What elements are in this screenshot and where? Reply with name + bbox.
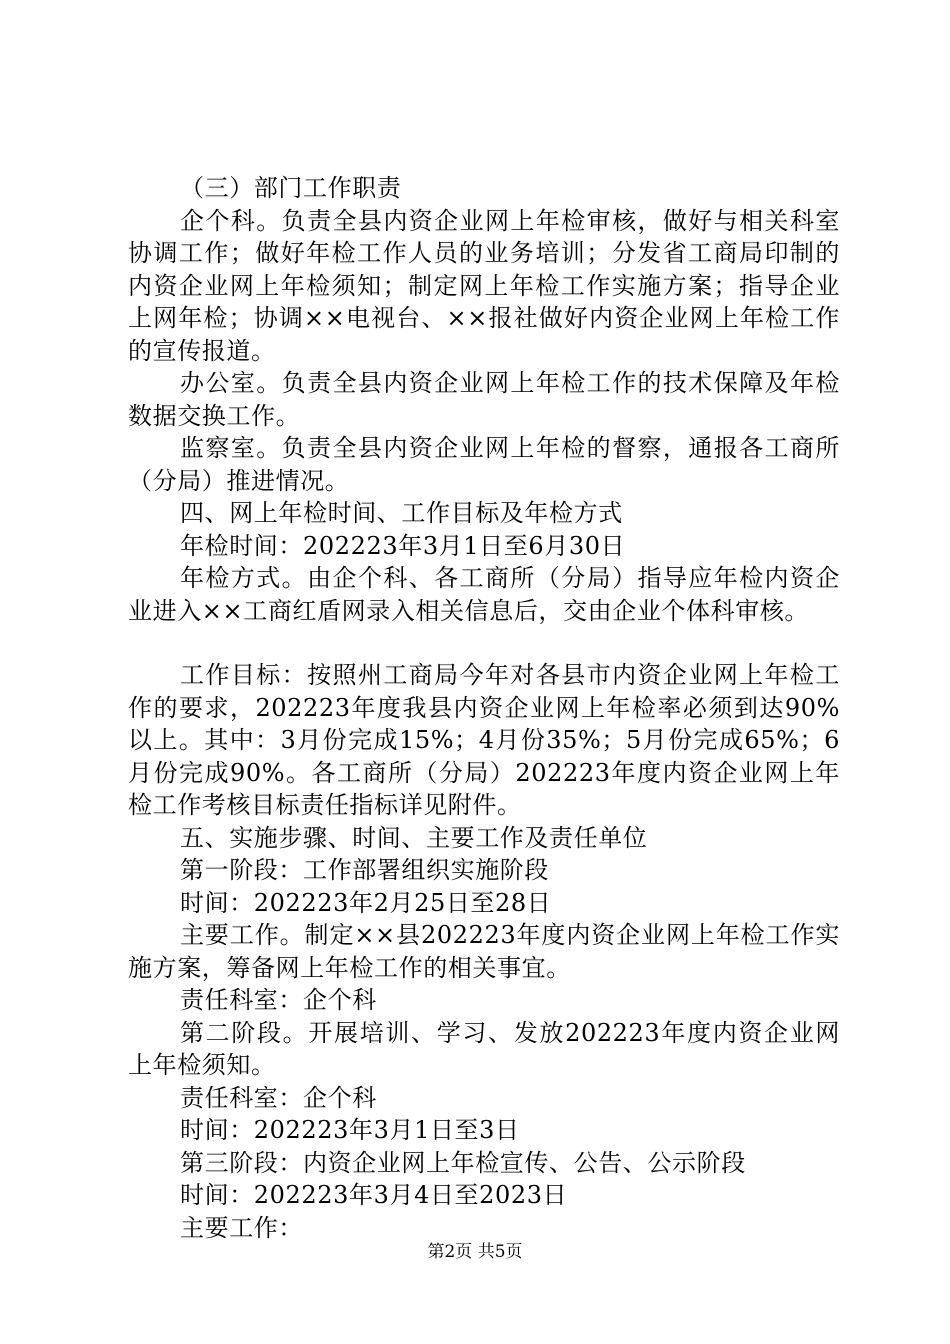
paragraph-stage-two-time: 时间：202223年3月1日至3日: [180, 1116, 520, 1144]
paragraph-stage-three: 第三阶段：内资企业网上年检宣传、公告、公示阶段: [180, 1148, 746, 1177]
paragraph-stage-two: 第二阶段。开展培训、学习、发放202223年度内资企业网上年检须知。: [128, 1018, 840, 1079]
paragraph-stage-three-time: 时间：202223年3月4日至2023日: [180, 1181, 568, 1209]
paragraph-inspection-method: 年检方式。由企个科、各工商所（分局）指导应年检内资企业进入××工商红盾网录入相关信息后，交由企业个体科审核。: [128, 564, 840, 625]
paragraph-stage-two-responsible: 责任科室：企个科: [180, 1083, 377, 1112]
paragraph-stage-one: 第一阶段：工作部署组织实施阶段: [180, 856, 549, 884]
paragraph-stage-three-work: 主要工作：: [180, 1213, 303, 1242]
paragraph-stage-one-work: 主要工作。制定××县202223年度内资企业网上年检工作实施方案，筹备网上年检工作的相关事宜。: [128, 921, 840, 982]
section-heading-time-goals-method: 四、网上年检时间、工作目标及年检方式: [180, 499, 623, 527]
paragraph-supervision-duties: 监察室。负责全县内资企业网上年检的督察，通报各工商所（分局）推进情况。: [128, 434, 840, 495]
paragraph-qigeke-duties: 企个科。负责全县内资企业网上年检审核，做好与相关科室协调工作；做好年检工作人员的业务培训；分发省工商局印制的内资企业网上年检须知；制定网上年检工作实施方案；指导企业上网年检；协调××电视台、××报社做好内资企业网上年检工作的宣传报道。: [128, 206, 840, 365]
section-heading-implementation-steps: 五、实施步骤、时间、主要工作及责任单位: [180, 823, 648, 852]
paragraph-office-duties: 办公室。负责全县内资企业网上年检工作的技术保障及年检数据交换工作。: [128, 369, 840, 430]
paragraph-work-goals: 工作目标：按照州工商局今年对各县市内资企业网上年检工作的要求，202223年度我县内资企业网上年检率必须到达90%以上。其中：3月份完成15%；4月份35%；5月份完成65%；6月份完成90%。各工商所（分局）202223年度内资企业网上年检工作考核目标责任指标详见附件。: [128, 661, 840, 819]
paragraph-stage-one-time: 时间：202223年2月25日至28日: [180, 888, 552, 917]
document-body: [128, 172, 840, 1244]
section-heading-department-duties: （三）部门工作职责: [180, 174, 402, 202]
page-footer: 第2页 共5页: [427, 1242, 523, 1262]
paragraph-inspection-time: 年检时间：202223年3月1日至6月30日: [180, 531, 626, 560]
paragraph-stage-one-responsible: 责任科室：企个科: [180, 986, 377, 1014]
